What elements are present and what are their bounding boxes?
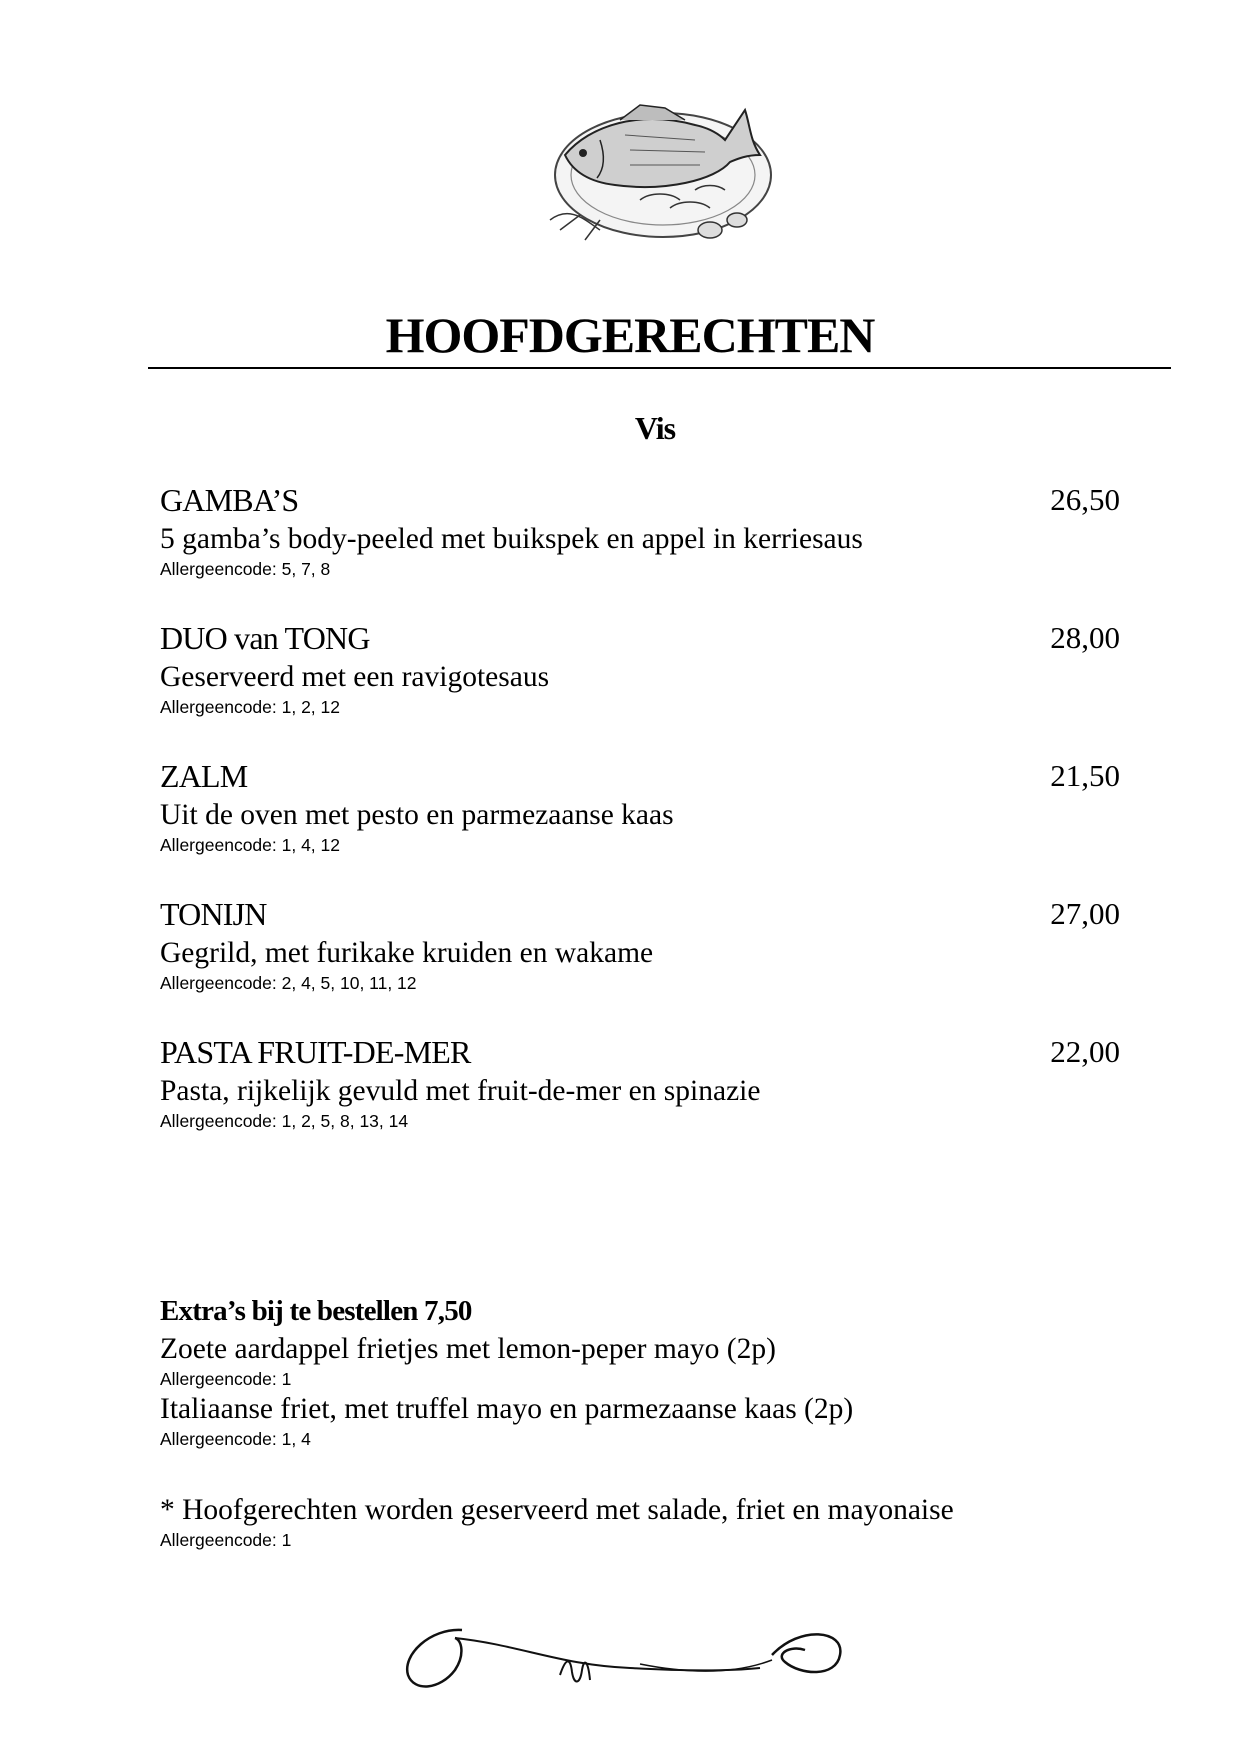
dish-description: Gegrild, met furikake kruiden en wakame — [160, 937, 654, 969]
footnote-text: * Hoofgerechten worden geserveerd met salade, friet en mayonaise — [160, 1494, 954, 1526]
title-divider — [148, 367, 1171, 369]
dish-name: DUO van TONG — [160, 620, 370, 656]
menu-item — [160, 480, 1120, 580]
dish-description: Uit de oven met pesto en parmezaanse kaas — [160, 799, 674, 831]
dish-price: 27,00 — [1050, 896, 1120, 931]
allergen-code: Allergeencode: 1, 2, 12 — [160, 697, 340, 717]
allergen-code: Allergeencode: 1, 2, 5, 8, 13, 14 — [160, 1111, 409, 1131]
extras-section — [160, 1292, 1140, 1450]
decorative-swirl-icon — [400, 1600, 850, 1700]
section-heading: Vis — [634, 410, 676, 446]
menu-item — [160, 618, 1120, 718]
menu-item — [160, 1032, 1120, 1132]
allergen-code: Allergeencode: 1 — [160, 1530, 292, 1550]
fish-plate-illustration — [545, 80, 775, 255]
allergen-code: Allergeencode: 2, 4, 5, 10, 11, 12 — [160, 973, 417, 993]
page-title: HOOFDGERECHTEN — [385, 307, 875, 363]
dish-name: ZALM — [160, 758, 248, 794]
allergen-code: Allergeencode: 1, 4 — [160, 1429, 311, 1449]
dish-name: PASTA FRUIT-DE-MER — [160, 1034, 471, 1070]
dish-price: 22,00 — [1050, 1034, 1120, 1069]
footnote — [160, 1491, 1160, 1551]
allergen-code: Allergeencode: 5, 7, 8 — [160, 559, 331, 579]
dish-name: TONIJN — [160, 896, 267, 932]
dish-price: 26,50 — [1050, 482, 1120, 517]
extra-item: Italiaanse friet, met truffel mayo en parmezaanse kaas (2p) — [160, 1393, 854, 1425]
menu-item — [160, 756, 1120, 856]
allergen-code: Allergeencode: 1, 4, 12 — [160, 835, 340, 855]
dish-description: Pasta, rijkelijk gevuld met fruit-de-mer en spinazie — [160, 1075, 761, 1107]
dish-description: Geserveerd met een ravigotesaus — [160, 661, 550, 693]
extra-item: Zoete aardappel frietjes met lemon-peper mayo (2p) — [160, 1333, 776, 1365]
extras-title: Extra’s bij te bestellen 7,50 — [160, 1295, 472, 1327]
dish-description: 5 gamba’s body-peeled met buikspek en appel in kerriesaus — [160, 523, 863, 555]
allergen-code: Allergeencode: 1 — [160, 1369, 292, 1389]
dish-price: 21,50 — [1050, 758, 1120, 793]
dish-price: 28,00 — [1050, 620, 1120, 655]
dish-name: GAMBA’S — [160, 482, 299, 518]
menu-item — [160, 894, 1120, 994]
